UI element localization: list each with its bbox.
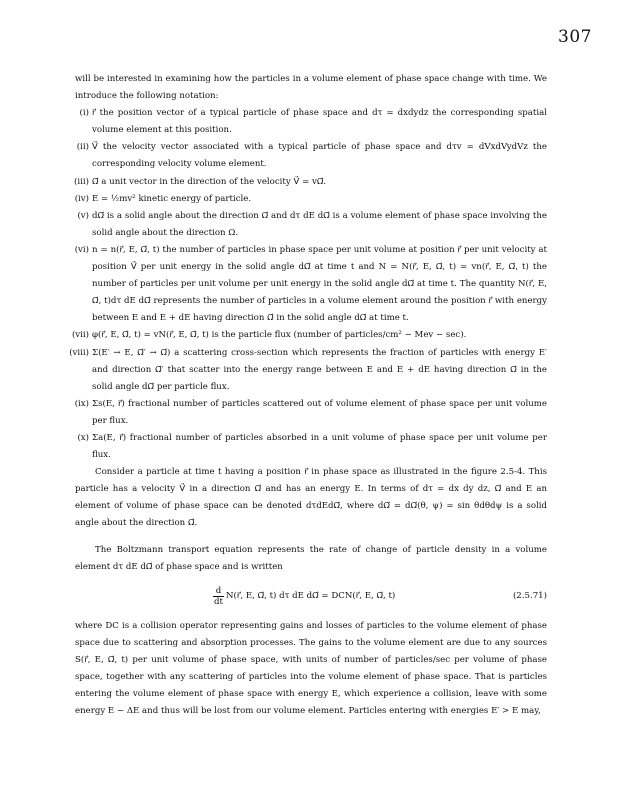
item-text: Σs(E, r⃗) fractional number of particles scattered out of volume element of phase space per unit volume per flux. [92, 398, 547, 426]
item-text: Σa(E, r⃗) fractional number of particles absorbed in a unit volume of phase space per unit volume per flux. [92, 432, 547, 461]
item-number: (viii) [69, 347, 89, 358]
fraction-numerator: d [215, 586, 222, 597]
paragraph-gap [75, 533, 547, 542]
item-number: (iii) [74, 176, 89, 187]
item-number: (vi) [74, 244, 89, 255]
particle-paragraph: Consider a particle at time t having a position r⃗ in phase space as illustrated in the figure 2.5-4. This particle has a velocity V⃗ in a direction Ω⃗ and has an energy E. In terms of dτ = dx dy dz, Ω⃗ and E an element of volume of phase space can be denoted dτdEdΩ⃗, where dΩ⃗ = dΩ⃗(θ, ψ) = sin θdθdψ is a solid angle about the direction Ω⃗. [75, 467, 547, 529]
item-number: (vii) [71, 330, 89, 341]
item-text: Σ(E′ → E, Ω⃗′ → Ω⃗) a scattering cross-section which represents the fraction of particles with energy E′ and direction Ω⃗′ that scatter into the energy range between E and E + dE having direction Ω⃗ in the solid angle dΩ⃗ per particle flux. [92, 347, 547, 392]
notation-item [69, 345, 547, 396]
item-number: (v) [77, 210, 89, 221]
item-number: (i) [79, 108, 89, 119]
notation-item [75, 174, 547, 191]
item-text: dΩ⃗ is a solid angle about the direction Ω⃗ and dτ dE dΩ⃗ is a volume element of phase space involving the solid angle about the direction Ω. [92, 210, 547, 238]
item-text: V⃗ the velocity vector associated with a typical particle of phase space and dτv = dVxdVydVz the corresponding velocity volume element. [92, 142, 547, 170]
notation-item [75, 396, 547, 430]
item-text: Ω⃗ a unit vector in the direction of the velocity V⃗ = vΩ⃗. [92, 176, 327, 187]
boltzmann-paragraph: The Boltzmann transport equation represents the rate of change of particle density in a volume element dτ dE dΩ⃗ of phase space and is written [75, 544, 547, 572]
notation-item [71, 327, 547, 344]
notation-item [75, 208, 547, 242]
item-number: (iv) [74, 193, 89, 204]
transport-equation [75, 582, 547, 612]
item-text: n = n(r⃗, E, Ω⃗, t) the number of particles in phase space per unit volume at position r⃗ per unit velocity at position V⃗ per unit energy in the solid angle dΩ⃗ at time t and N = N(r⃗, E, Ω⃗, t) = vn(r⃗, E, Ω⃗, t) the number of particles per unit volume per unit energy in the solid angle dΩ⃗ at time t. The quantity N(r⃗, E, Ω⃗, t)dτ dE dΩ⃗ represents the number of particles in a volume element around the position r⃗ with energy between E and E + dE having direction Ω⃗ in the solid angle dΩ⃗ at time t. [92, 244, 547, 324]
equation-expression: N(r⃗, E, Ω⃗, t) dτ dE dΩ⃗ = DCN(r⃗, E, Ω⃗, t) [225, 591, 396, 602]
item-number: (ii) [76, 142, 89, 153]
equation-number: (2.5.71) [512, 591, 547, 602]
item-number: (ix) [74, 398, 89, 409]
fraction-denominator: dt [214, 597, 223, 608]
item-text: r⃗ the position vector of a typical particle of phase space and dτ = dxdydz the corresponding spatial volume element at this position. [92, 108, 547, 136]
notation-item [75, 191, 547, 208]
page-number: 307 [558, 27, 592, 47]
notation-item [75, 105, 547, 139]
intro-paragraph: will be interested in examining how the particles in a volume element of phase space change with time. We introduce the following notation: [75, 74, 547, 102]
notation-item [75, 430, 547, 464]
item-number: (x) [77, 432, 89, 443]
notation-item [75, 242, 547, 327]
page-body [69, 71, 547, 720]
notation-list [69, 105, 547, 464]
derivative-fraction [213, 586, 224, 607]
notation-item [75, 139, 547, 173]
equation-body [213, 586, 395, 607]
item-text: E = ½mv² kinetic energy of particle. [92, 193, 252, 204]
collision-paragraph: where DC is a collision operator representing gains and losses of particles to the volume element of phase space due to scattering and absorption processes. The gains to the volume element are due to any sources S(r⃗, E, Ω⃗, t) per unit volume of phase space, with units of number of particles/sec per volume of phase space, together with any scattering of particles into the volume element of phase space. That is particles entering the volume element of phase space with energy E, which experience a collision, leave with some energy E − ΔE and thus will be lost from our volume element. Particles entering with energies E′ > E may, [75, 620, 547, 717]
item-text: φ(r⃗, E, Ω⃗, t) = vN(r⃗, E, Ω⃗, t) is the particle flux (number of particles/cm² − Mev − sec). [92, 330, 467, 341]
